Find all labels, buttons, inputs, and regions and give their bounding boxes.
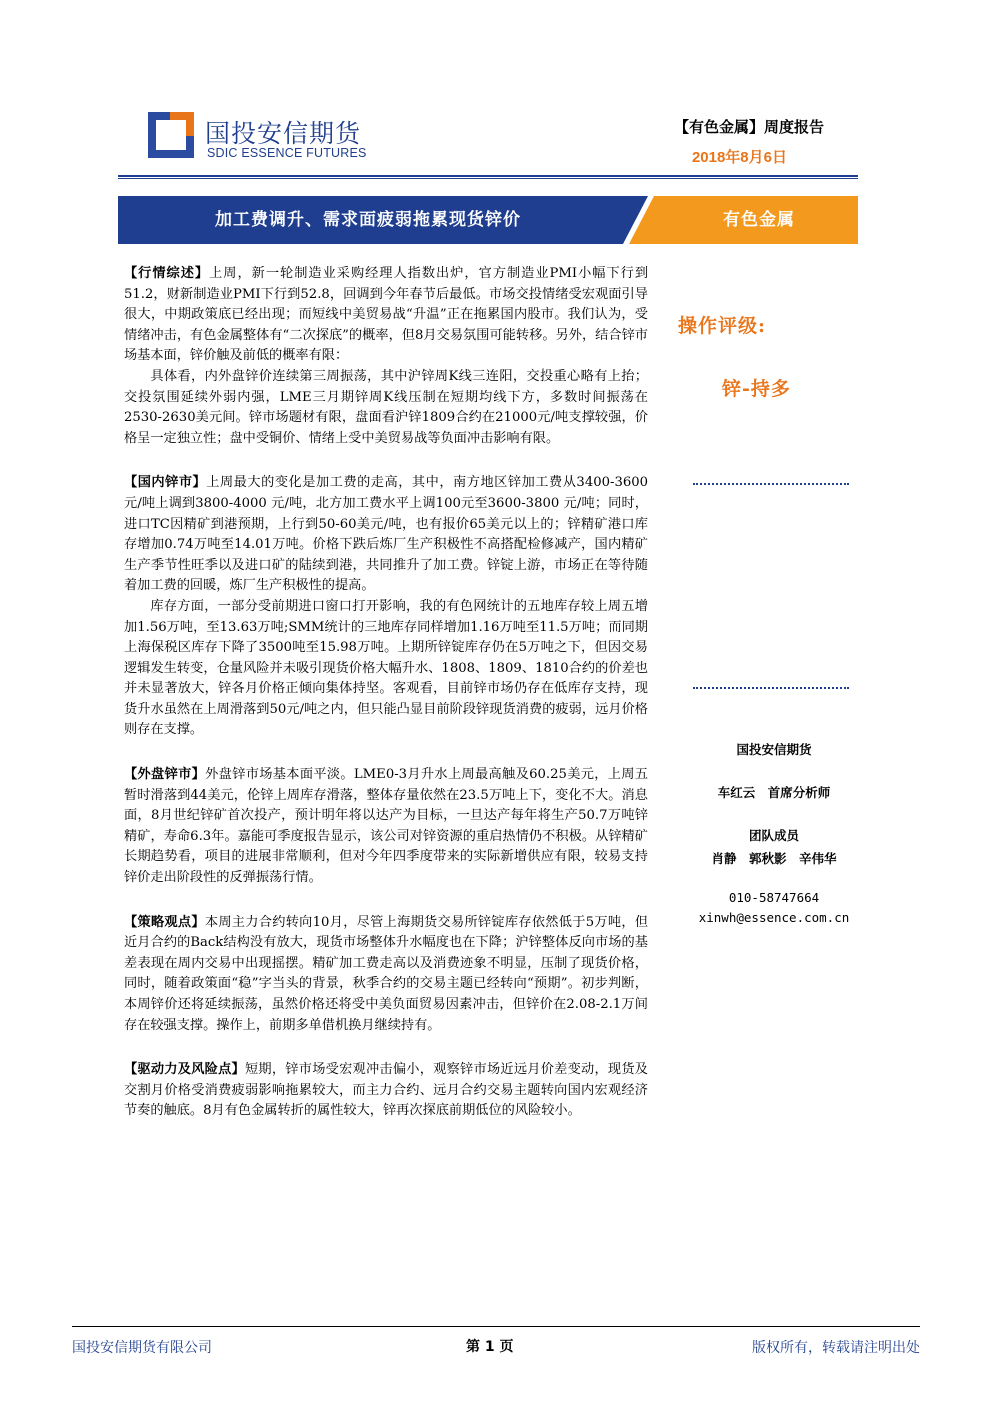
section-text: 短期，锌市场受宏观冲击偏小，观察锌市场近远月价差变动，现货及交割月价格受消费疲弱影响拖累较大，而主力合约、远月合约交易主题转向国内宏观经济节奏的触底。8月有色金属转折的属性较大，锌再次探底前期低位的风险较小。 bbox=[124, 1062, 648, 1119]
brand-name-en: SDIC ESSENCE FUTURES bbox=[207, 146, 367, 160]
rating-label: 操作评级: bbox=[678, 315, 767, 337]
sidebar-divider bbox=[693, 687, 849, 689]
section-strategy bbox=[124, 913, 648, 1037]
report-type: 【有色金属】周度报告 bbox=[673, 118, 824, 136]
sector-label: 有色金属 bbox=[723, 210, 795, 230]
footer-copyright: 版权所有，转载请注明出处 bbox=[752, 1340, 920, 1356]
header-divider-thin bbox=[118, 178, 858, 179]
section-text: 本周主力合约转向10月，尽管上海期货交易所锌锭库存依然低于5万吨，但近月合约的Back结构没有放大，现货市场整体升水幅度也在下降；沪锌整体反向市场的基差表现在周内交易中出现摇摆。精矿加工费走高以及消费迹象不明显，压制了现货价格，同时，随着政策面“稳”字当头的背景，秋季合约的交易主题已经转向“预期”。初步判断，本周锌价还将延续振荡，虽然价格还将受中美负面贸易因素冲击，但锌价在2.08-2.1万间存在较强支撑。操作上，前期多单借机换月继续持有。 bbox=[124, 914, 649, 1033]
sidebar-divider bbox=[693, 483, 849, 485]
company-logo-icon bbox=[148, 112, 194, 158]
page-number: 第 1 页 bbox=[466, 1339, 514, 1355]
header-divider bbox=[118, 175, 858, 177]
section-tag: 【行情综述】 bbox=[124, 266, 210, 281]
section-market-summary bbox=[124, 264, 648, 367]
section-domestic-zinc bbox=[124, 473, 648, 597]
section-drivers-risks bbox=[124, 1060, 648, 1122]
report-body bbox=[124, 264, 648, 1122]
report-date: 2018年8月6日 bbox=[691, 149, 787, 166]
sidebar-author: 车红云 首席分析师 bbox=[717, 785, 831, 800]
sidebar-email[interactable]: xinwh@essence.com.cn bbox=[698, 910, 850, 925]
section-tag: 【策略观点】 bbox=[124, 914, 205, 930]
sidebar-team-heading: 团队成员 bbox=[748, 828, 799, 843]
section-tag: 【外盘锌市】 bbox=[124, 767, 206, 783]
sidebar-company: 国投安信期货 bbox=[736, 742, 812, 757]
brand-name-cn: 国投安信期货 bbox=[205, 119, 362, 148]
rating-value: 锌-持多 bbox=[722, 378, 791, 400]
section-domestic-zinc-inventory: 库存方面，一部分受前期进口窗口打开影响，我的有色网统计的五地库存较上周五增加1.56万吨，至13.63万吨;SMM统计的三地库存同样增加1.16万吨至11.5万吨；而同期上海保税区库存下降了3500吨至15.98万吨。上期所锌锭库存仍在5万吨之下，但因交易逻辑发生转变，仓量风险并未吸引现货价格大幅升水、1808、1809、1810合约的价差也并未显著放大，锌各月价格正倾向集体持坚。客观看，目前锌市场仍存在低库存支持，现货升水虽然在上周滑落到50元/吨之内，但只能凸显目前阶段锌现货消费的疲弱，远月价格则存在支撑。 bbox=[124, 598, 648, 738]
sidebar-team-members: 肖静 郭秋影 辛伟华 bbox=[711, 851, 837, 866]
section-tag: 【国内锌市】 bbox=[124, 475, 207, 491]
sidebar-phone: 010-58747664 bbox=[728, 890, 820, 905]
section-text: 上周最大的变化是加工费的走高，其中，南方地区锌加工费从3400-3600元/吨上调到3800-4000 元/吨，北方加工费水平上调100元至3600-3800 元/吨；同时，进口TC因精矿到港预期，上行到50-60美元/吨，也有报价65美元以上的；锌精矿港口库存增加0.74万吨至14.01万吨。价格下跌后炼厂生产积极性不高搭配检修减产，国内精矿生产季节性旺季以及进口矿的陆续到港，共同推升了加工费。锌锭上游，市场正在等待随着加工费的回暖，炼厂生产积极性的提高。 bbox=[124, 475, 649, 594]
section-market-summary-detail: 具体看，内外盘锌价连续第三周振荡，其中沪锌周K线三连阳，交投重心略有上抬；交投氛围延续外弱内强，LME三月期锌周K线压制在短期均线下方，多数时间振荡在2530-2630美元间。锌市场题材有限，盘面看沪锌1809合约在21000元/吨支撑较强，价格呈一定独立性；盘中受铜价、情绪上受中美贸易战等负面冲击影响有限。 bbox=[124, 368, 648, 446]
footer-company: 国投安信期货有限公司 bbox=[72, 1340, 212, 1356]
report-title: 加工费调升、需求面疲弱拖累现货锌价 bbox=[215, 210, 521, 230]
section-tag: 【驱动力及风险点】 bbox=[124, 1062, 245, 1078]
section-text: 上周，新一轮制造业采购经理人指数出炉，官方制造业PMI小幅下行到51.2，财新制造业PMI下行到52.8，回调到今年春节后最低。市场交投情绪受宏观面引导很大，中期政策底已经出现；而短线中美贸易战“升温”正在拖累国内股市。我们认为，受情绪冲击，有色金属整体有“二次探底”的概率，但8月交易氛围可能转移。另外，结合锌市场基本面，锌价触及前低的概率有限： bbox=[124, 266, 649, 364]
footer-divider bbox=[72, 1326, 920, 1327]
section-overseas-zinc bbox=[124, 765, 648, 889]
section-text: 外盘锌市场基本面平淡。LME0-3月升水上周最高触及60.25美元，上周五暂时滑落到44美元，伦锌上周库存滑落，整体存量依然在23.5万吨上下，变化不大。消息面，8月世纪锌矿首次投产，预计明年将以达产为目标，一旦达产每年将生产50.7万吨锌精矿，寿命6.3年。嘉能可季度报告显示，该公司对锌资源的重启热情仍不积极。从锌精矿长期趋势看，项目的进展非常顺利，但对今年四季度带来的实际新增供应有限，较易支持锌价走出阶段性的反弹振荡行情。 bbox=[124, 767, 649, 886]
